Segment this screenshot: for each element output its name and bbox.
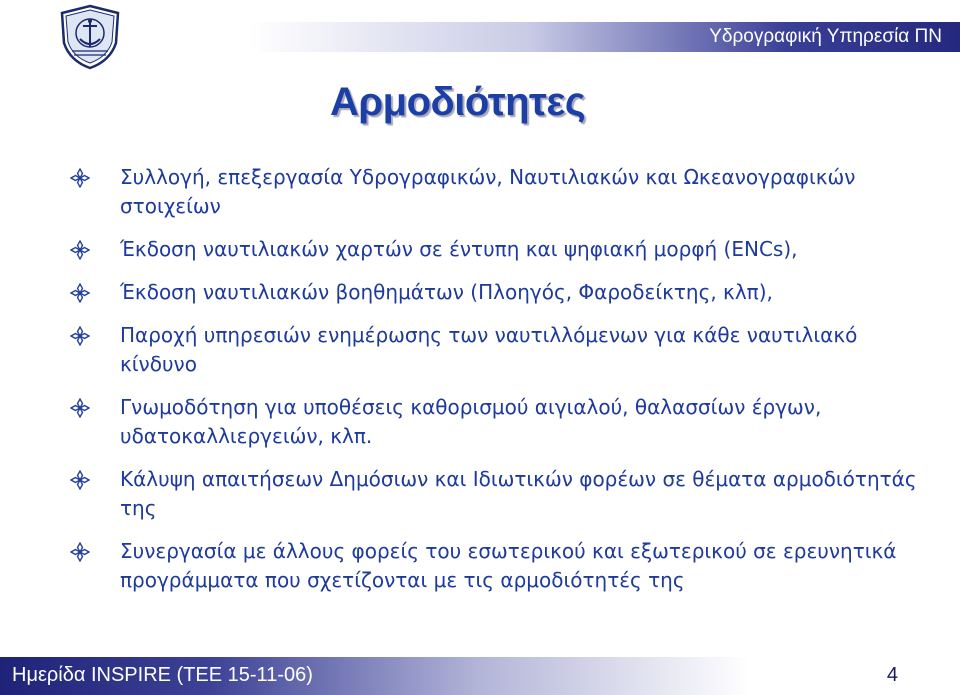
list-item-text: Συλλογή, επεξεργασία Υδρογραφικών, Ναυτιλιακών και Ωκεανογραφικών στοιχείων — [120, 165, 856, 218]
page-title: Αρμοδιότητες — [330, 80, 586, 124]
four-diamond-star-bullet-icon — [70, 168, 90, 188]
list-item — [70, 465, 930, 523]
four-diamond-star-bullet-icon — [70, 542, 90, 562]
list-item — [70, 235, 930, 264]
page-number: 4 — [886, 664, 898, 686]
list-item-text: Γνωμοδότηση για υποθέσεις καθορισμού αιγιαλού, θαλασσίων έργων, υδατοκαλλιεργειών, κλπ. — [120, 395, 822, 448]
four-diamond-star-bullet-icon — [70, 470, 90, 490]
list-item-text: Έκδοση ναυτιλιακών βοηθημάτων (Πλοηγός, Φαροδείκτης, κλπ), — [120, 280, 773, 304]
list-item — [70, 537, 930, 595]
footer-event-label: Ημερίδα INSPIRE (ΤΕΕ 15-11-06) — [12, 664, 313, 686]
list-item-text: Συνεργασία με άλλους φορείς του εσωτερικού και εξωτερικού σε ερευνητικά προγράμματα που σχετίζονται με τις αρμοδιότητές της — [120, 539, 897, 592]
list-item-text: Κάλυψη απαιτήσεων Δημόσιων και Ιδιωτικών φορέων σε θέματα αρμοδιότητάς της — [120, 467, 917, 520]
organization-name: Υδρογραφική Υπηρεσία ΠΝ — [709, 26, 942, 47]
list-item-text: Παροχή υπηρεσιών ενημέρωσης των ναυτιλλόμενων για κάθε ναυτιλιακό κίνδυνο — [120, 323, 858, 376]
list-item — [70, 321, 930, 379]
four-diamond-star-bullet-icon — [70, 240, 90, 260]
list-item — [70, 278, 930, 307]
four-diamond-star-bullet-icon — [70, 283, 90, 303]
list-item — [70, 163, 930, 221]
competencies-list — [70, 163, 930, 609]
hydrographic-service-crest-icon — [58, 3, 122, 71]
four-diamond-star-bullet-icon — [70, 326, 90, 346]
list-item — [70, 393, 930, 451]
four-diamond-star-bullet-icon — [70, 398, 90, 418]
list-item-text: Έκδοση ναυτιλιακών χαρτών σε έντυπη και ψηφιακή μορφή (ENCs), — [120, 237, 798, 261]
